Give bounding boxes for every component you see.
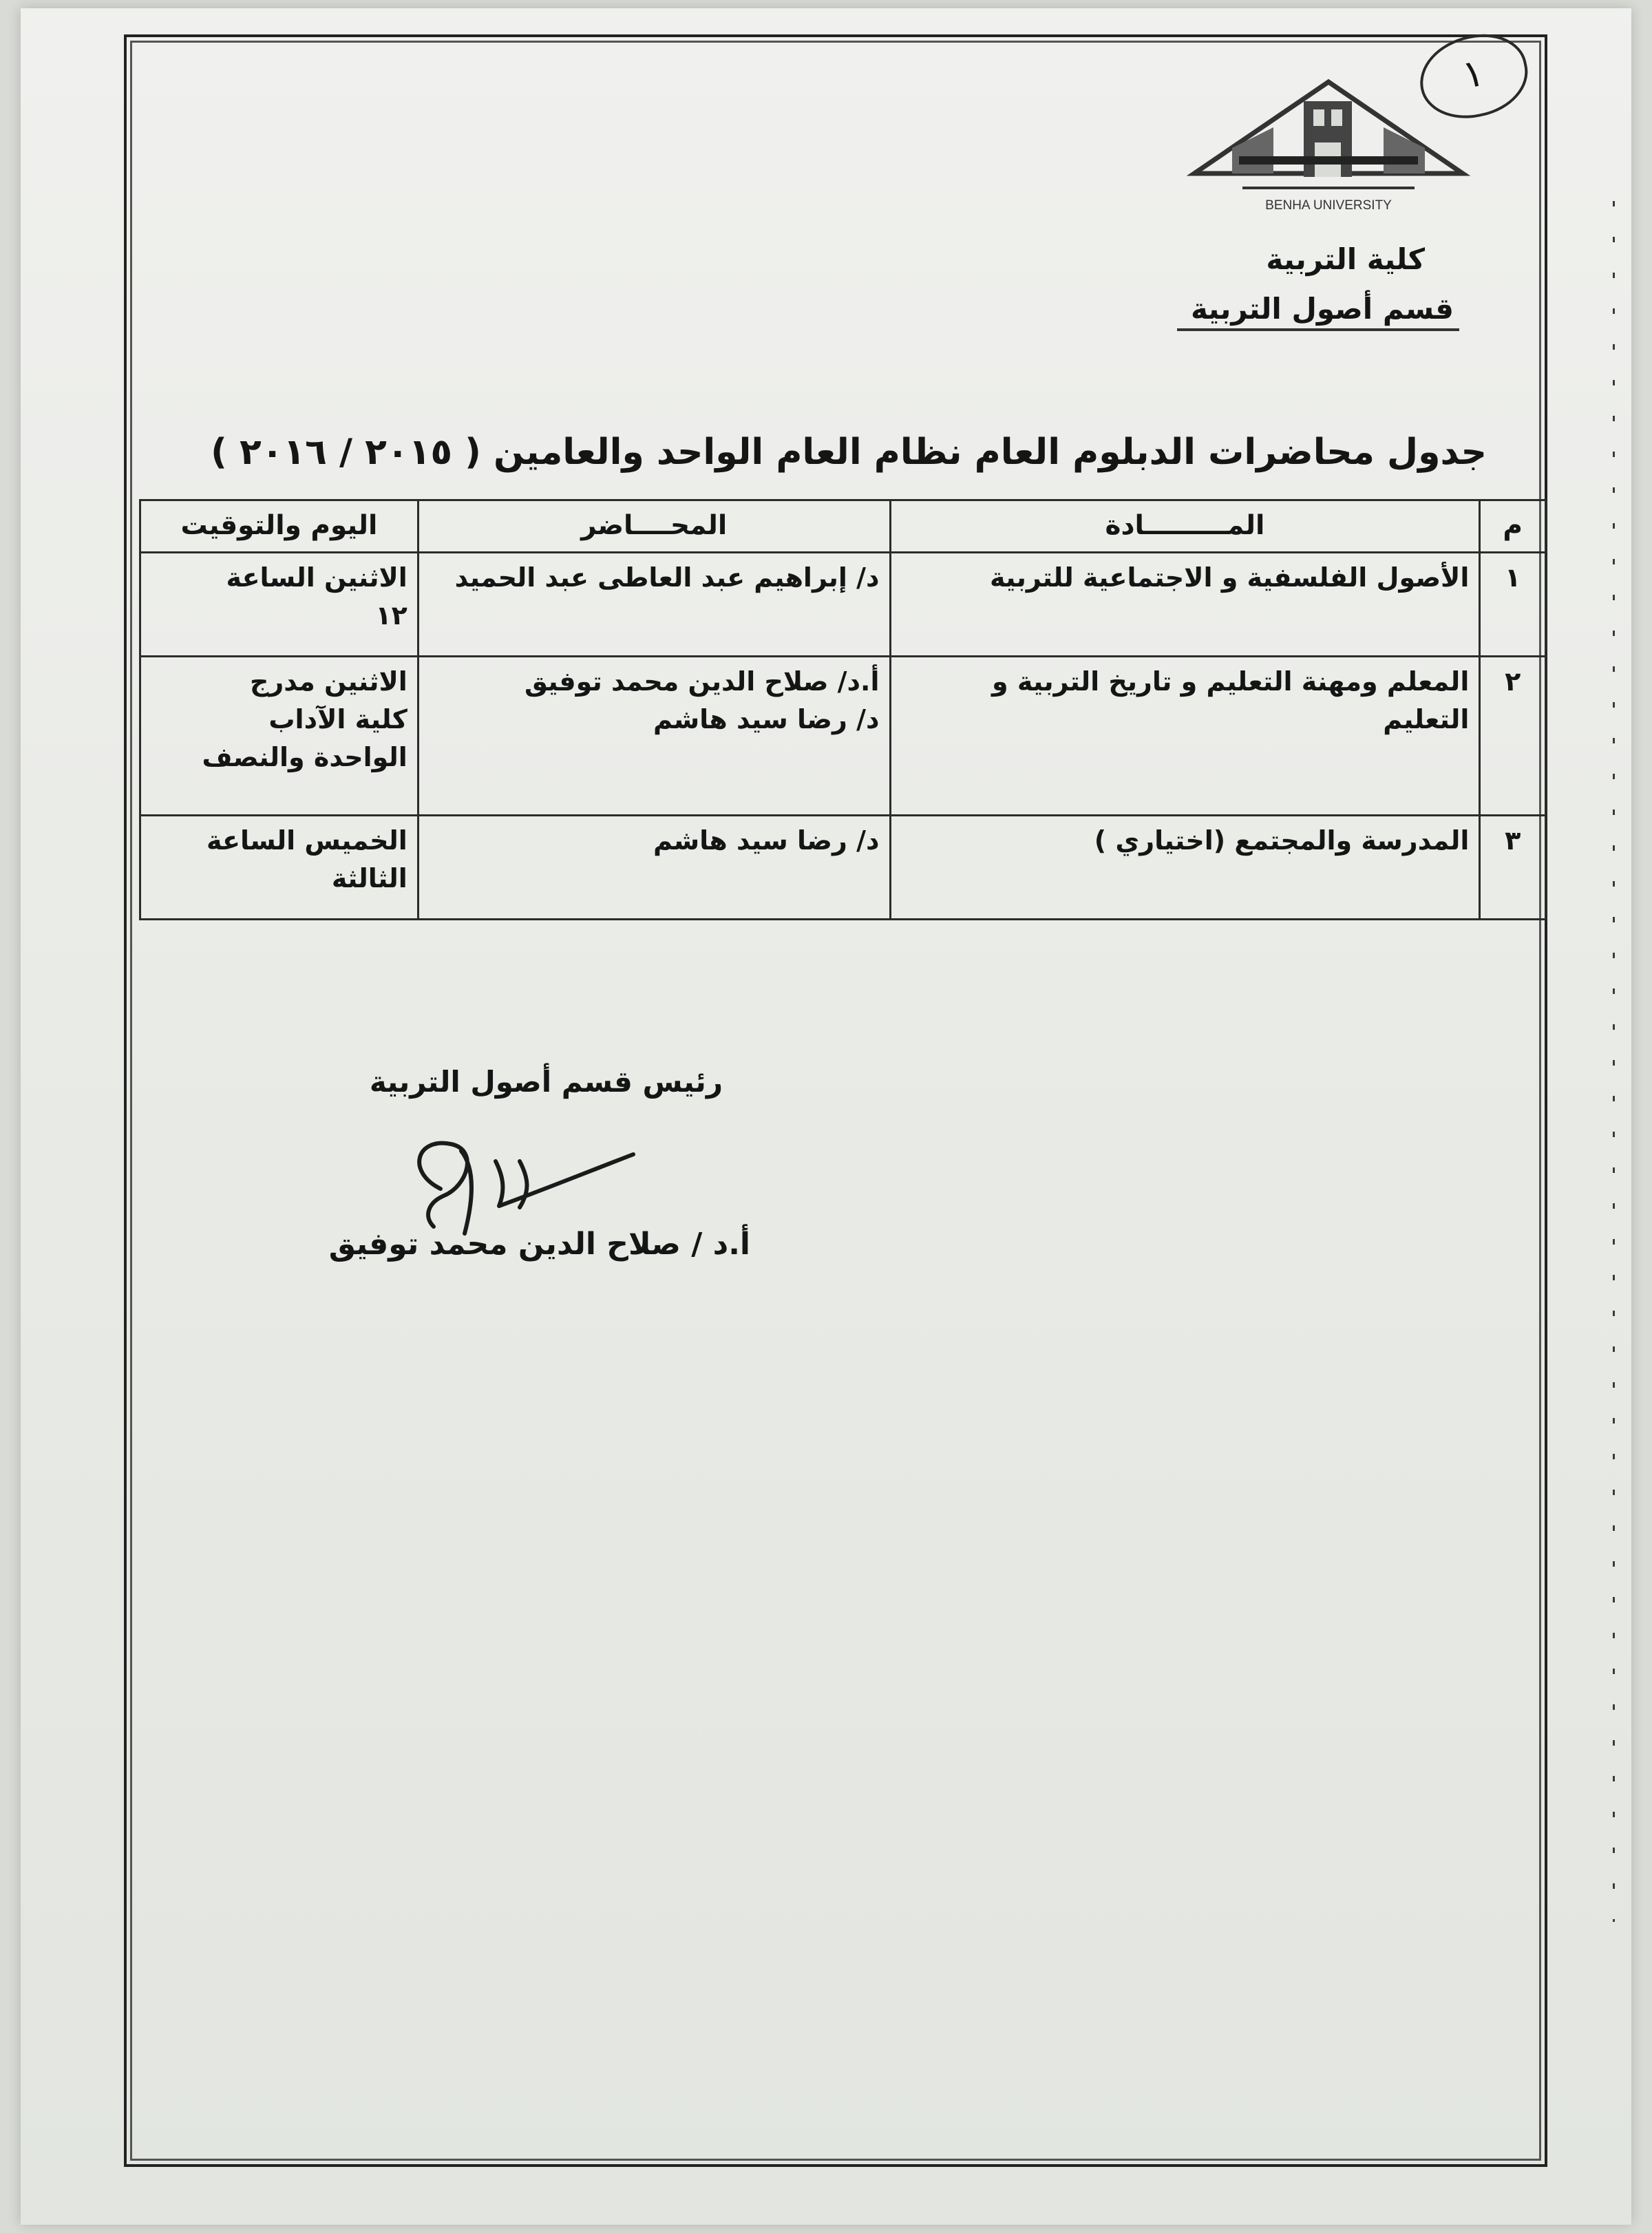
faculty-name: كلية التربية (1266, 242, 1425, 276)
subject-cell: الأصول الفلسفية و الاجتماعية للتربية (890, 552, 1480, 656)
header-number: م (1480, 500, 1546, 553)
lecturer-name: د/ رضا سيد هاشم (653, 825, 880, 856)
row-number: ٢ (1480, 656, 1546, 815)
lecturer-name: أ.د/ صلاح الدين محمد توفيق (524, 666, 880, 697)
time-cell (140, 552, 419, 656)
logo-caption: BENHA UNIVERSITY (1265, 198, 1392, 213)
row-number: ٣ (1480, 815, 1546, 919)
department-name: قسم أصول التربية (1177, 292, 1459, 331)
table-row (140, 656, 1546, 815)
signature-title: رئيس قسم أصول التربية (369, 1065, 723, 1099)
time-cell (140, 656, 419, 815)
subject-cell: المعلم ومهنة التعليم و تاريخ التربية و التعليم (890, 656, 1480, 815)
document-title: جدول محاضرات الدبلوم العام نظام العام الواحد والعامين ( ٢٠١٥ / ٢٠١٦ ) (211, 432, 1487, 473)
time-line: الواحدة والنصف (202, 741, 407, 772)
time-line: كلية الآداب (268, 703, 407, 734)
document-page (21, 8, 1631, 2225)
time-cell (140, 815, 419, 919)
page-edge-marks (1613, 201, 1615, 1922)
header-time: اليوم والتوقيت (140, 500, 419, 553)
lecturer-cell (418, 815, 890, 919)
table-header-row (140, 500, 1546, 553)
header-lecturer: المحــــاضر (418, 500, 890, 553)
table-row (140, 815, 1546, 919)
lecturer-name: د/ إبراهيم عبد العاطى عبد الحميد (454, 562, 880, 593)
row-number: ١ (1480, 552, 1546, 656)
lecturer-cell (418, 552, 890, 656)
time-line: الثالثة (331, 862, 407, 893)
page-border (124, 34, 1547, 2167)
subject-cell: المدرسة والمجتمع (اختياري ) (890, 815, 1480, 919)
time-line: الخميس الساعة (206, 825, 407, 856)
lecturer-cell (418, 656, 890, 815)
handwritten-signature (392, 1123, 681, 1240)
signature-name: أ.د / صلاح الدين محمد توفيق (328, 1227, 750, 1262)
time-line: الاثنين الساعة (226, 562, 407, 593)
time-line: الاثنين مدرج (250, 666, 407, 697)
time-line: ١٢ (375, 600, 407, 631)
page-number-text: ١ (1458, 50, 1488, 98)
table-row (140, 552, 1546, 656)
lecture-schedule-table (139, 499, 1547, 920)
university-logo (1184, 74, 1473, 232)
header-subject: المـــــــــادة (890, 500, 1480, 553)
lecturer-name: د/ رضا سيد هاشم (653, 703, 880, 734)
